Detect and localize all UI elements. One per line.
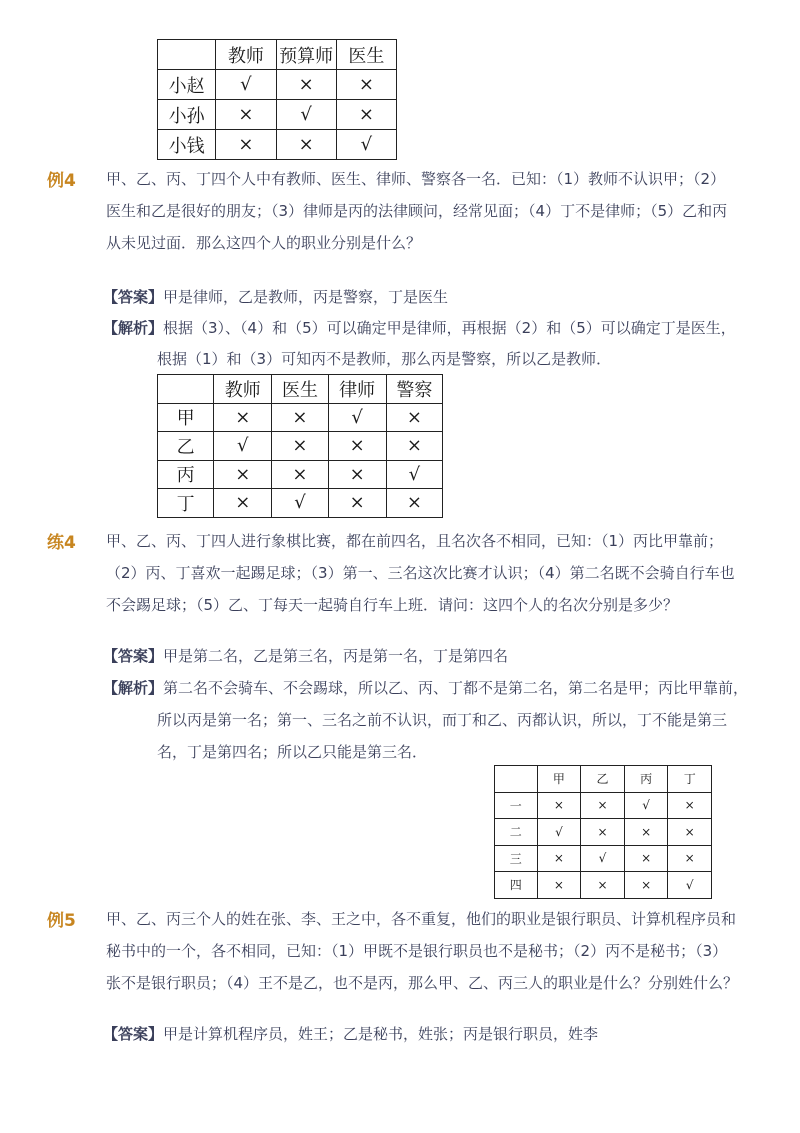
table-row: [495, 819, 712, 846]
table-cell: ×: [537, 872, 581, 899]
table-cell: ×: [272, 432, 328, 461]
table-row: [158, 130, 397, 160]
answer-text: 甲是律师，乙是教师，丙是警察，丁是医生: [163, 288, 449, 306]
table-cell: ×: [624, 845, 668, 872]
table-cell: ×: [537, 845, 581, 872]
answer-text: 甲是计算机程序员，姓王；乙是秘书，姓张；丙是银行职员，姓李: [163, 1025, 599, 1043]
table-cell: ×: [272, 403, 328, 432]
table-cell: ×: [537, 792, 581, 819]
answer-text: 甲是第二名，乙是第三名，丙是第一名，丁是第四名: [163, 647, 509, 665]
table-cell: ×: [328, 432, 386, 461]
table-cell: √: [336, 130, 396, 160]
table-rankings: [494, 765, 712, 899]
table-header-cell: 律师: [328, 375, 386, 404]
analysis-text: 根据（3）、（4）和（5）可以确定甲是律师，再根据（2）和（5）可以确定丁是医生，: [163, 319, 736, 337]
ex4-analysis-1: [103, 317, 736, 338]
table-cell: ×: [328, 460, 386, 489]
table-cell: ×: [581, 819, 625, 846]
ex4-line-2: 医生和乙是很好的朋友；（3）律师是丙的法律顾问，经常见面；（4）丁不是律师；（5）乙和丙: [106, 202, 728, 220]
table-row-label: 甲: [158, 403, 214, 432]
table-header-cell: 教师: [216, 40, 276, 70]
table-cell: ×: [581, 872, 625, 899]
table-cell: ×: [328, 489, 386, 518]
table-header-cell: [495, 766, 538, 793]
table-cell: √: [272, 489, 328, 518]
table-professions-2: [157, 374, 443, 518]
table-cell: √: [216, 70, 276, 100]
table-row: [158, 432, 443, 461]
table-header-row: [158, 40, 397, 70]
table-header-cell: 教师: [214, 375, 272, 404]
analysis-tag: 【解析】: [103, 679, 164, 697]
ex5-line-1: 甲、乙、丙三个人的姓在张、李、王之中，各不重复，他们的职业是银行职员、计算机程序员和: [106, 910, 737, 928]
table-header-cell: [158, 40, 216, 70]
answer-tag: 【答案】: [103, 288, 164, 306]
table-header-cell: 预算师: [276, 40, 336, 70]
table-cell: ×: [272, 460, 328, 489]
table-cell: ×: [668, 819, 712, 846]
table-row-label: 四: [495, 872, 538, 899]
table-cell: √: [581, 845, 625, 872]
table-professions-1: [157, 39, 397, 160]
table-cell: √: [214, 432, 272, 461]
table-cell: ×: [216, 100, 276, 130]
table-cell: ×: [386, 403, 442, 432]
table-row-label: 二: [495, 819, 538, 846]
table-header-cell: 医生: [272, 375, 328, 404]
table-cell: √: [537, 819, 581, 846]
analysis-tag: 【解析】: [103, 319, 164, 337]
table-cell: ×: [214, 489, 272, 518]
table-cell: ×: [214, 403, 272, 432]
table-header-cell: 丁: [668, 766, 712, 793]
table-row-label: 三: [495, 845, 538, 872]
pr4-line-1: 甲、乙、丙、丁四人进行象棋比赛，都在前四名，且名次各不相同，已知：（1）丙比甲靠前；: [106, 532, 724, 550]
table-row-label: 小孙: [158, 100, 216, 130]
pr4-line-2: （2）丙、丁喜欢一起踢足球；（3）第一、三名这次比赛才认识；（4）第二名既不会骑自行车也: [106, 564, 735, 582]
table-cell: √: [328, 403, 386, 432]
pr4-analysis-1: [103, 677, 748, 698]
table-cell: ×: [386, 432, 442, 461]
table-header-cell: 乙: [581, 766, 625, 793]
table-header-cell: 丙: [624, 766, 668, 793]
answer-tag: 【答案】: [103, 647, 164, 665]
table-cell: √: [386, 460, 442, 489]
table-header-cell: 医生: [336, 40, 396, 70]
table-cell: ×: [336, 70, 396, 100]
answer-tag: 【答案】: [103, 1025, 164, 1043]
example-4-label: 例4: [47, 171, 76, 191]
ex5-answer: [103, 1023, 598, 1044]
table-row: [158, 100, 397, 130]
table-row: [158, 403, 443, 432]
ex5-line-3: 张不是银行职员；（4）王不是乙，也不是丙，那么甲、乙、丙三人的职业是什么？分别姓什么？: [106, 974, 739, 992]
ex4-answer: [103, 286, 448, 307]
table-header-cell: [158, 375, 214, 404]
table-cell: ×: [276, 130, 336, 160]
table-row-label: 丙: [158, 460, 214, 489]
analysis-text: 第二名不会骑车、不会踢球，所以乙、丙、丁都不是第二名，第二名是甲；丙比甲靠前，: [163, 679, 749, 697]
ex4-line-1: 甲、乙、丙、丁四个人中有教师、医生、律师、警察各一名．已知：（1）教师不认识甲；（2）: [106, 170, 726, 188]
table-header-cell: 警察: [386, 375, 442, 404]
table-cell: √: [276, 100, 336, 130]
table-row-label: 乙: [158, 432, 214, 461]
table-cell: ×: [214, 460, 272, 489]
table-row: [158, 460, 443, 489]
ex4-analysis-2: 根据（1）和（3）可知丙不是教师，那么丙是警察，所以乙是教师．: [157, 350, 612, 368]
table-cell: ×: [581, 792, 625, 819]
ex5-line-2: 秘书中的一个，各不相同，已知：（1）甲既不是银行职员也不是秘书；（2）丙不是秘书；（3）: [106, 942, 728, 960]
pr4-line-3: 不会踢足球；（5）乙、丁每天一起骑自行车上班．请问：这四个人的名次分别是多少？: [106, 596, 679, 614]
table-cell: ×: [276, 70, 336, 100]
table-row: [495, 792, 712, 819]
table-cell: √: [624, 792, 668, 819]
table-row-label: 小钱: [158, 130, 216, 160]
table-cell: ×: [336, 100, 396, 130]
table-cell: ×: [216, 130, 276, 160]
table-row-label: 丁: [158, 489, 214, 518]
table-header-row: [158, 375, 443, 404]
pr4-analysis-3: 名，丁是第四名；所以乙只能是第三名．: [157, 743, 428, 761]
table-header-cell: 甲: [537, 766, 581, 793]
pr4-answer: [103, 645, 508, 666]
table-cell: ×: [668, 845, 712, 872]
table-row: [495, 872, 712, 899]
table-row: [158, 70, 397, 100]
example-5-label: 例5: [47, 911, 76, 931]
table-row: [495, 845, 712, 872]
table-cell: ×: [624, 819, 668, 846]
pr4-analysis-2: 所以丙是第一名；第一、三名之前不认识，而丁和乙、丙都认识，所以，丁不能是第三: [157, 711, 728, 729]
table-row-label: 小赵: [158, 70, 216, 100]
table-cell: ×: [668, 792, 712, 819]
practice-4-label: 练4: [47, 533, 76, 553]
table-cell: ×: [386, 489, 442, 518]
table-row: [158, 489, 443, 518]
table-header-row: [495, 766, 712, 793]
table-cell: √: [668, 872, 712, 899]
ex4-line-3: 从未见过面．那么这四个人的职业分别是什么？: [106, 234, 422, 252]
table-cell: ×: [624, 872, 668, 899]
table-row-label: 一: [495, 792, 538, 819]
